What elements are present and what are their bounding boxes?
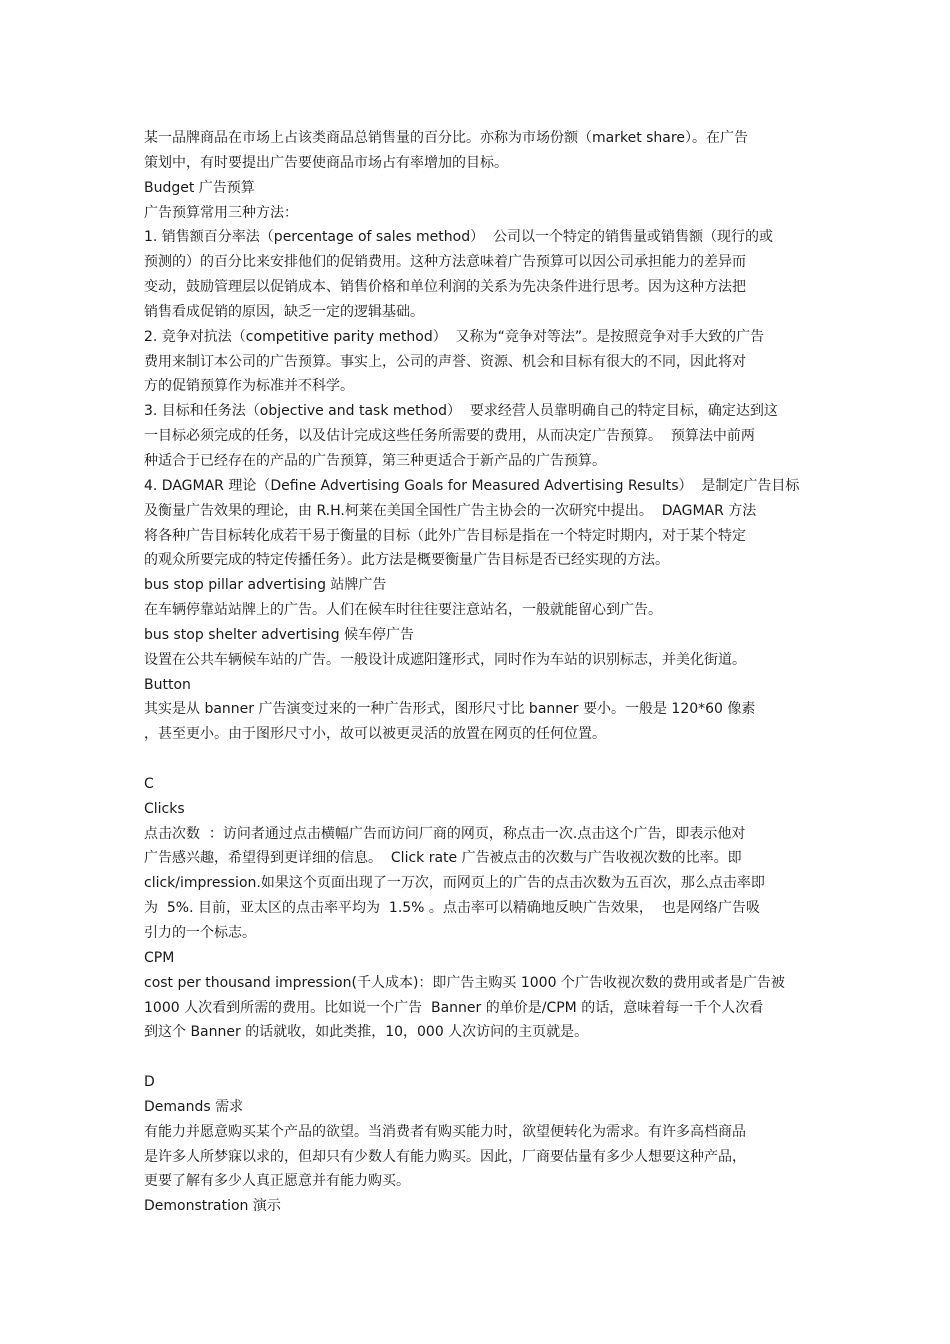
text-line: 点击次数 ：访问者通过点击横幅广告而访问厂商的网页，称点击一次.点击这个广告，即表示他对 <box>144 825 746 842</box>
text-line: 2. 竞争对抗法（competitive parity method） 又称为“竞争对等法”。是按照竞争对手大致的广告 <box>144 328 765 345</box>
text-line: 方的促销预算作为标准并不科学。 <box>144 378 354 395</box>
heading-bus-stop-pillar: bus stop pillar advertising 站牌广告 <box>144 577 387 594</box>
heading-bus-stop-shelter: bus stop shelter advertising 候车停广告 <box>144 626 415 643</box>
text-line: 其实是从 banner 广告演变过来的一种广告形式，图形尺寸比 banner 要小。一般是 120*60 像素 <box>144 701 756 718</box>
text-line: 广告感兴趣，希望得到更详细的信息。 Click rate 广告被点击的次数与广告收视次数的比率。即 <box>144 850 742 867</box>
text-line: 在车辆停靠站站牌上的广告。人们在候车时往往要注意站名，一般就能留心到广告。 <box>144 602 662 619</box>
text-line: 种适合于已经存在的产品的广告预算，第三种更适合于新产品的广告预算。 <box>144 452 606 469</box>
heading-demands: Demands 需求 <box>144 1098 244 1115</box>
text-line: ，甚至更小。由于图形尺寸小，故可以被更灵活的放置在网页的任何位置。 <box>144 726 606 743</box>
text-line: 广告预算常用三种方法： <box>144 204 298 221</box>
text-line: 变动，鼓励管理层以促销成本、销售价格和单位利润的关系为先决条件进行思考。因为这种方法把 <box>144 279 746 296</box>
text-line: 为 5%. 目前，亚太区的点击率平均为 1.5% 。点击率可以精确地反映广告效果， 也是网络广告吸 <box>144 900 760 917</box>
text-line: 将各种广告目标转化成若干易于衡量的目标（此外广告目标是指在一个特定时期内，对于某个特定 <box>144 527 746 544</box>
text-line: 销售看成促销的原因，缺乏一定的逻辑基础。 <box>144 303 424 320</box>
section-letter-c: C <box>144 775 154 792</box>
section-letter-d: D <box>144 1074 155 1091</box>
text-line: 费用来制订本公司的广告预算。事实上，公司的声誉、资源、机会和目标有很大的不同，因此将对 <box>144 353 746 370</box>
heading-budget: Budget 广告预算 <box>144 179 255 196</box>
text-line: 策划中，有时要提出广告要使商品市场占有率增加的目标。 <box>144 154 508 171</box>
text-line: 及衡量广告效果的理论，由 R.H.柯莱在美国全国性广告主协会的一次研究中提出。 DAGMAR 方法 <box>144 502 757 519</box>
heading-demonstration: Demonstration 演示 <box>144 1198 281 1215</box>
text-line: 引力的一个标志。 <box>144 925 256 941</box>
text-line: 是许多人所梦寐以求的，但却只有少数人有能力购买。因此，厂商要估量有多少人想要这种产品， <box>144 1148 746 1165</box>
text-line: 设置在公共车辆候车站的广告。一般设计成遮阳篷形式，同时作为车站的识别标志，并美化街道。 <box>144 651 746 668</box>
text-line: 某一品牌商品在市场上占该类商品总销售量的百分比。亦称为市场份额（market share）。在广告 <box>144 130 748 146</box>
text-line: 3. 目标和任务法（objective and task method） 要求经营人员靠明确自己的特定目标，确定达到这 <box>144 403 778 420</box>
heading-button: Button <box>144 676 191 693</box>
text-line: 有能力并愿意购买某个产品的欲望。当消费者有购买能力时，欲望便转化为需求。有许多高档商品 <box>144 1123 746 1140</box>
heading-cpm: CPM <box>144 949 175 966</box>
text-line: 预测的）的百分比来安排他们的促销费用。这种方法意味着广告预算可以因公司承担能力的差异而 <box>144 254 746 271</box>
blank-line <box>144 747 809 772</box>
blank-line <box>144 1045 809 1070</box>
text-line: 到这个 Banner 的话就收，如此类推，10，000 人次访问的主页就是。 <box>144 1024 589 1041</box>
text-line: click/impression.如果这个页面出现了一万次，而网页上的广告的点击次数为五百次，那么点击率即 <box>144 875 765 892</box>
text-line: 一目标必须完成的任务，以及估计完成这些任务所需要的费用，从而决定广告预算。 预算法中前两 <box>144 428 755 445</box>
text-line: 更要了解有多少人真正愿意并有能力购买。 <box>144 1173 410 1190</box>
document-body <box>144 126 809 1219</box>
text-line: 1. 销售额百分率法（percentage of sales method） 公司以一个特定的销售量或销售额（现行的或 <box>144 229 773 246</box>
heading-clicks: Clicks <box>144 800 185 817</box>
text-line: 1000 人次看到所需的费用。比如说一个广告 Banner 的单价是/CPM 的话，意味着每一千个人次看 <box>144 999 764 1016</box>
text-line: 的观众所要完成的特定传播任务）。此方法是概要衡量广告目标是否已经实现的方法。 <box>144 552 669 569</box>
text-line: cost per thousand impression(千人成本)：即广告主购买 1000 个广告收视次数的费用或者是广告被 <box>144 974 785 991</box>
text-line: 4. DAGMAR 理论（Define Advertising Goals for Measured Advertising Results） 是制定广告目标 <box>144 477 800 494</box>
